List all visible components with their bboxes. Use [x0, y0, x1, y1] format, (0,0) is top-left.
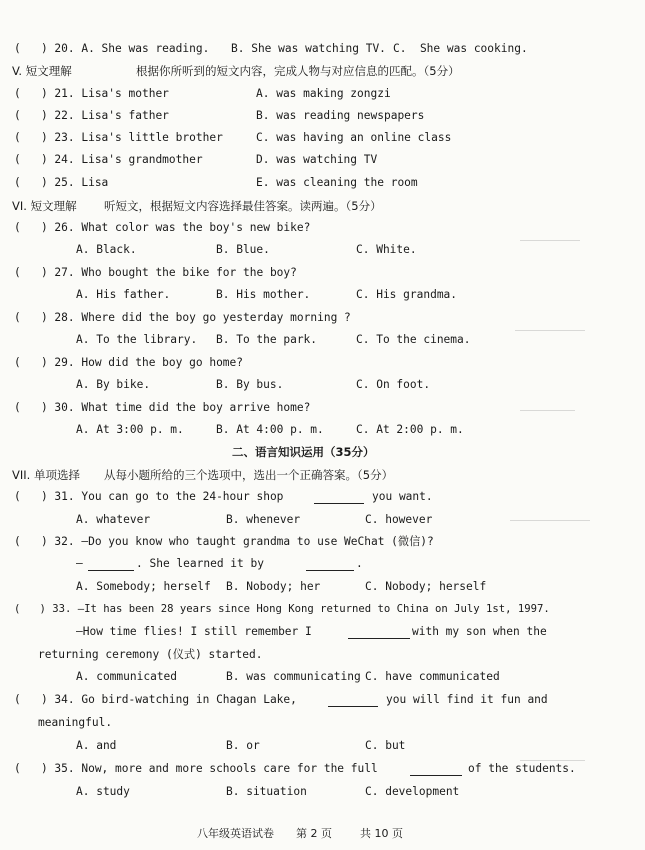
match-option-e: E. was cleaning the room	[256, 176, 418, 189]
q31-option-c: C. however	[365, 513, 433, 526]
bleed-mark	[520, 410, 575, 411]
q32-stem: ( ) 32. —Do you know who taught grandma to use WeChat (微信)?	[14, 535, 434, 548]
q31-option-b: B. whenever	[226, 513, 301, 526]
q27-option-a: A. His father.	[76, 288, 171, 301]
match-option-d: D. was watching TV	[256, 153, 378, 166]
bleed-mark	[520, 240, 580, 241]
q35-stem: ( ) 35. Now, more and more schools care for the full	[14, 762, 378, 775]
q28-option-c: C. To the cinema.	[356, 333, 471, 346]
q32-line-2: . She learned it by	[136, 557, 264, 570]
footer-page-number: 第 2 页	[296, 827, 332, 840]
q33-option-b: B. was communicating	[226, 670, 361, 683]
q32-dash: —	[76, 557, 83, 570]
bleed-mark	[515, 330, 585, 331]
q33-line-2: —How time flies! I still remember I	[76, 625, 312, 638]
q35-option-a: A. study	[76, 785, 130, 798]
q32-option-c: C. Nobody; herself	[365, 580, 487, 593]
q26-option-a: A. Black.	[76, 243, 137, 256]
q28-stem: ( ) 28. Where did the boy go yesterday morning ?	[14, 311, 351, 324]
match-option-a: A. was making zongzi	[256, 87, 391, 100]
q31-option-a: A. whatever	[76, 513, 151, 526]
footer-exam-title: 八年级英语试卷	[197, 827, 274, 840]
q27-option-b: B. His mother.	[216, 288, 311, 301]
q31-stem-tail: you want.	[372, 490, 433, 503]
q31-blank	[314, 492, 364, 504]
q30-option-a: A. At 3:00 p. m.	[76, 423, 184, 436]
q33-blank	[348, 627, 410, 639]
q34-blank	[328, 695, 378, 707]
match-item-23: ( ) 23. Lisa's little brother	[14, 131, 223, 144]
section-vii-heading: VII. 单项选择	[12, 468, 80, 482]
section-vi-heading: VI. 短文理解	[12, 199, 77, 213]
q20-stem: ( ) 20. A. She was reading.	[14, 42, 210, 55]
q29-option-b: B. By bus.	[216, 378, 284, 391]
q28-option-a: A. To the library.	[76, 333, 198, 346]
q29-option-c: C. On foot.	[356, 378, 431, 391]
q33-option-a: A. communicated	[76, 670, 178, 683]
q26-option-c: C. White.	[356, 243, 417, 256]
q32-blank-1	[88, 559, 134, 571]
q35-stem-tail: of the students.	[468, 762, 576, 775]
match-item-24: ( ) 24. Lisa's grandmother	[14, 153, 203, 166]
q32-option-b: B. Nobody; her	[226, 580, 321, 593]
match-item-21: ( ) 21. Lisa's mother	[14, 87, 169, 100]
q26-stem: ( ) 26. What color was the boy's new bike?	[14, 221, 311, 234]
q30-option-b: B. At 4:00 p. m.	[216, 423, 324, 436]
q31-stem: ( ) 31. You can go to the 24-hour shop	[14, 490, 284, 503]
q35-option-b: B. situation	[226, 785, 307, 798]
q29-stem: ( ) 29. How did the boy go home?	[14, 356, 244, 369]
q32-option-a: A. Somebody; herself	[76, 580, 211, 593]
q32-blank-2	[306, 559, 354, 571]
bleed-mark	[520, 760, 585, 761]
section-v-instruction: 根据你所听到的短文内容，完成人物与对应信息的匹配。（5分）	[136, 64, 460, 78]
match-item-22: ( ) 22. Lisa's father	[14, 109, 169, 122]
match-option-c: C. was having an online class	[256, 131, 452, 144]
q33-line-2-tail: with my son when the	[412, 625, 547, 638]
q20-option-c: C. She was cooking.	[393, 42, 528, 55]
q34-option-a: A. and	[76, 739, 117, 752]
q30-option-c: C. At 2:00 p. m.	[356, 423, 464, 436]
footer-total-pages: 共 10 页	[360, 827, 403, 840]
match-item-25: ( ) 25. Lisa	[14, 176, 109, 189]
q35-option-c: C. development	[365, 785, 460, 798]
q34-option-c: C. but	[365, 739, 406, 752]
q26-option-b: B. Blue.	[216, 243, 270, 256]
part-two-heading: 二、语言知识运用（35分）	[232, 445, 375, 459]
bleed-mark	[510, 520, 590, 521]
q33-option-c: C. have communicated	[365, 670, 500, 683]
q34-stem-tail: you will find it fun and	[386, 693, 548, 706]
section-vi-instruction: 听短文，根据短文内容选择最佳答案。读两遍。（5分）	[104, 199, 382, 213]
q27-option-c: C. His grandma.	[356, 288, 458, 301]
q32-period: .	[356, 557, 363, 570]
q20-option-b: B. She was watching TV.	[231, 42, 386, 55]
q35-blank	[410, 764, 462, 776]
q34-stem: ( ) 34. Go bird-watching in Chagan Lake,	[14, 693, 297, 706]
q34-line-2: meaningful.	[38, 716, 113, 729]
q33-stem: ( ) 33. —It has been 28 years since Hong Kong returned to China on July 1st, 1997.	[14, 603, 550, 615]
match-option-b: B. was reading newspapers	[256, 109, 425, 122]
q28-option-b: B. To the park.	[216, 333, 318, 346]
q27-stem: ( ) 27. Who bought the bike for the boy?	[14, 266, 297, 279]
q29-option-a: A. By bike.	[76, 378, 151, 391]
q34-option-b: B. or	[226, 739, 260, 752]
q30-stem: ( ) 30. What time did the boy arrive home?	[14, 401, 311, 414]
section-vii-instruction: 从每小题所给的三个选项中，选出一个正确答案。（5分）	[104, 468, 394, 482]
q33-line-3: returning ceremony (仪式) started.	[38, 648, 263, 661]
section-v-heading: V. 短文理解	[12, 64, 72, 78]
